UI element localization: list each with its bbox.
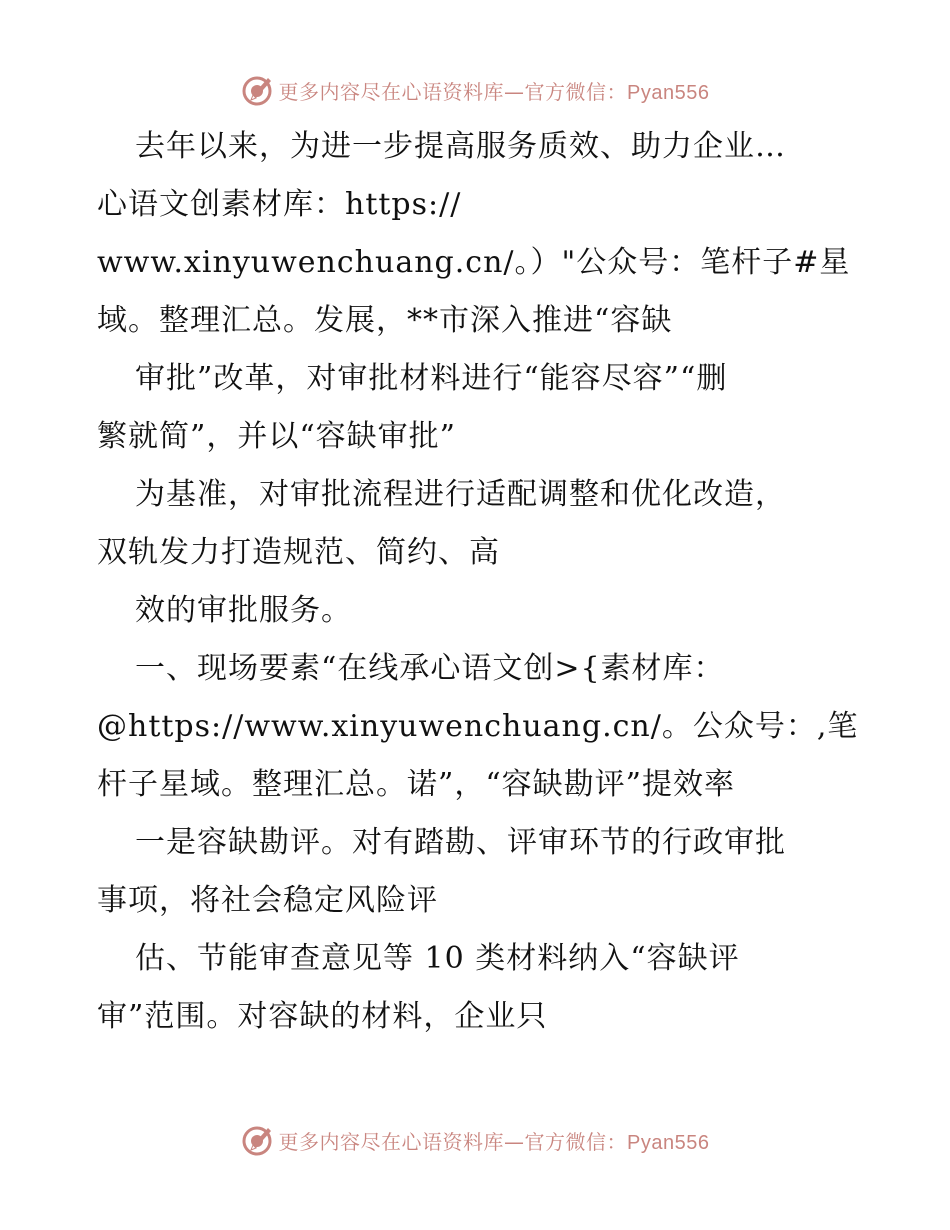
paragraph-line: 心语文创素材库：https:// bbox=[97, 187, 462, 222]
paragraph-line: 杆子星域。整理汇总。诺”，“容缺勘评”提效率 bbox=[97, 767, 736, 802]
watermark-wechat-id: Pyan556 bbox=[627, 81, 710, 104]
paragraph-line: 事项，将社会稳定风险评 bbox=[97, 883, 438, 918]
watermark-brand: 更多内容尽在心语资料库 bbox=[278, 79, 505, 104]
watermark-text bbox=[279, 1126, 710, 1155]
paragraph-line: 估、节能审查意见等 10 类材料纳入“容缺评 bbox=[135, 941, 740, 976]
paragraph-line: @https://www.xinyuwenchuang.cn/。公众号：,笔 bbox=[97, 709, 859, 744]
watermark-text bbox=[279, 76, 710, 105]
paragraph-line: 繁就简”，并以“容缺审批” bbox=[97, 419, 457, 454]
watermark-separator: — bbox=[504, 1129, 525, 1154]
header-watermark bbox=[0, 70, 950, 110]
paragraph-line: 为基准，对审批流程进行适配调整和优化改造， bbox=[135, 477, 786, 512]
paragraph-line: 去年以来，为进一步提高服务质效、助力企业… bbox=[135, 129, 786, 164]
paragraph-line: 效的审批服务。 bbox=[135, 593, 352, 628]
watermark-wechat-label: 官方微信： bbox=[524, 79, 628, 104]
section-heading-line: 一、现场要素“在线承心语文创>{素材库： bbox=[135, 651, 725, 686]
footer-watermark bbox=[0, 1120, 950, 1160]
paragraph-line: 审”范围。对容缺的材料，企业只 bbox=[97, 999, 548, 1034]
paragraph-line: 域。整理汇总。发展，**市深入推进“容缺 bbox=[97, 303, 673, 338]
watermark-separator: — bbox=[504, 79, 525, 104]
paragraph-line: 一是容缺勘评。对有踏勘、评审环节的行政审批 bbox=[135, 825, 786, 860]
pen-logo-icon bbox=[241, 1123, 275, 1157]
document-body bbox=[97, 118, 857, 1046]
watermark-wechat-id: Pyan556 bbox=[627, 1131, 710, 1154]
pen-logo-icon bbox=[241, 73, 275, 107]
paragraph-line: 审批”改革，对审批材料进行“能容尽容”“删 bbox=[135, 361, 728, 396]
watermark-brand: 更多内容尽在心语资料库 bbox=[278, 1129, 505, 1154]
paragraph-line: 双轨发力打造规范、简约、高 bbox=[97, 535, 500, 570]
watermark-wechat-label: 官方微信： bbox=[524, 1129, 628, 1154]
paragraph-line: www.xinyuwenchuang.cn/。）"公众号：笔杆子#星 bbox=[97, 245, 851, 280]
